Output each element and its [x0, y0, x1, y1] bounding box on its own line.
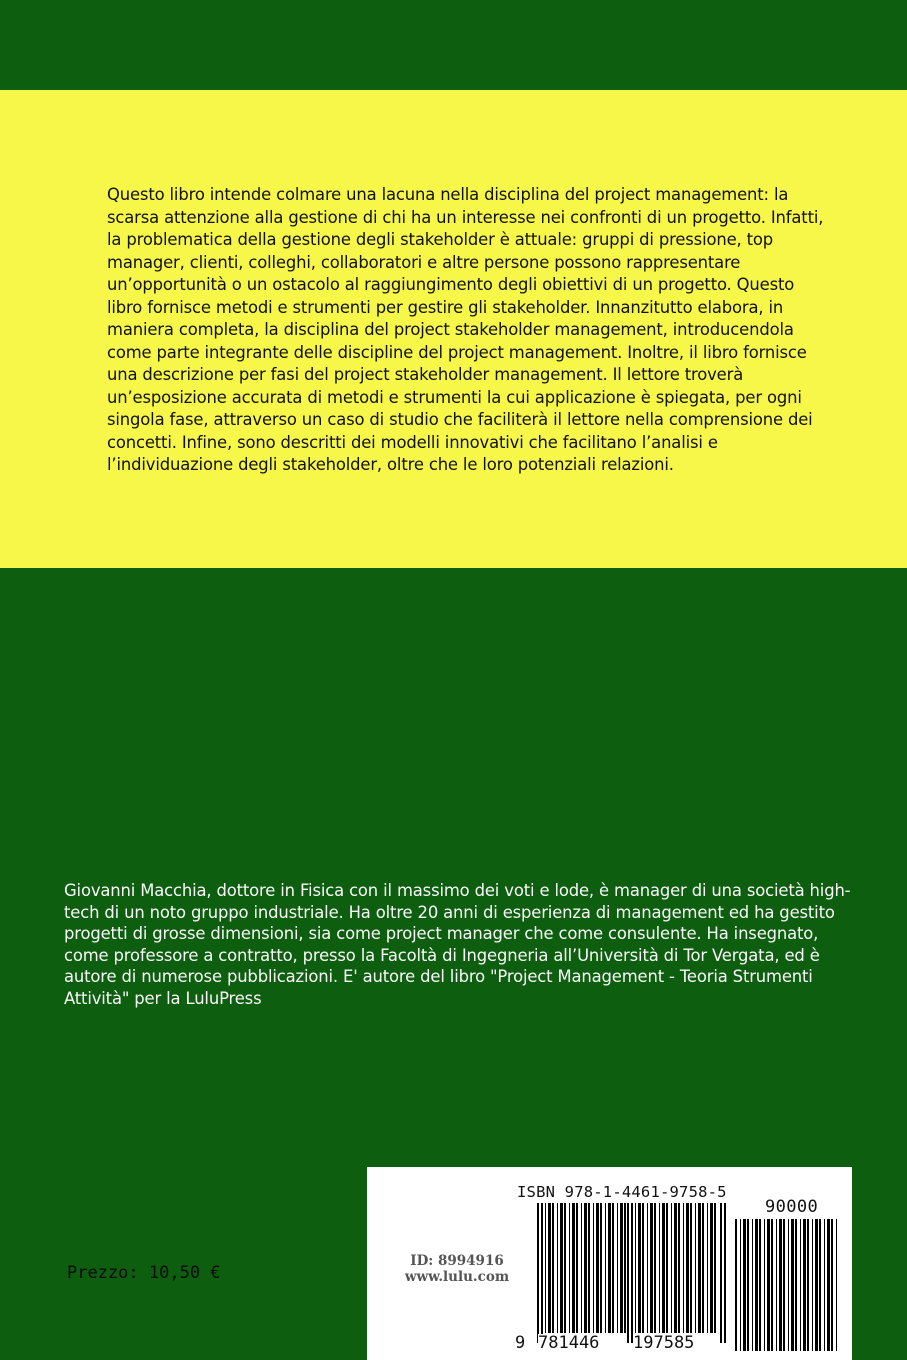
barcode-bar	[608, 1203, 611, 1333]
barcode-bar	[617, 1203, 618, 1333]
barcode-bar	[764, 1219, 765, 1351]
barcode-bar	[767, 1219, 770, 1351]
barcode-guard-bar	[631, 1203, 633, 1343]
barcode-bar	[740, 1219, 741, 1351]
barcode-bar	[800, 1219, 801, 1351]
barcode-bar	[695, 1203, 696, 1333]
barcode-bar	[795, 1219, 797, 1351]
barcode-guard-bar	[537, 1203, 539, 1343]
barcode-bar	[624, 1203, 626, 1333]
barcode-bar	[714, 1203, 716, 1333]
barcode-bar	[674, 1203, 677, 1333]
ean-right-digits: 197585	[633, 1333, 695, 1353]
barcode-bar	[824, 1219, 825, 1351]
barcode-bar	[545, 1203, 546, 1333]
barcode-bar	[650, 1203, 653, 1333]
barcode-bar	[743, 1219, 746, 1351]
ean-first-digit: 9	[515, 1333, 526, 1353]
barcode-bar	[755, 1219, 758, 1351]
barcode-bar	[581, 1203, 582, 1333]
ean-left-digits: 781446	[538, 1333, 600, 1353]
barcode-bar	[776, 1219, 777, 1351]
barcode-bar	[560, 1203, 563, 1333]
barcode-guard-bar	[724, 1203, 726, 1343]
barcode-bar	[671, 1203, 672, 1333]
barcode-bar	[666, 1203, 668, 1333]
barcode-bar	[698, 1203, 701, 1333]
barcode-bar	[815, 1219, 818, 1351]
barcode-bar	[759, 1219, 761, 1351]
barcode-bar	[735, 1219, 737, 1351]
barcode-bar	[612, 1203, 614, 1333]
author-biography: Giovanni Macchia, dottore in Fisica con il massimo dei voti e lode, è manager di una società high-tech di un noto gruppo industriale. Ha oltre 20 anni di esperienza di management ed ha gestito progetti di grosse dimensioni, sia come project manager che come consulente. Ha insegnato, come professore a contratto, presso la Facoltà di Ingegneria all’Università di Tor Vergata, ed è autore di numerose pubblicazioni. E' autore del libro "Project Management - Teoria Strumenti Attività" per la LuluPress	[64, 881, 851, 1008]
barcode-bar	[819, 1219, 821, 1351]
barcode-bar	[803, 1219, 806, 1351]
barcode-bar	[791, 1219, 794, 1351]
barcode-bar	[779, 1219, 782, 1351]
barcode-bar	[747, 1219, 749, 1351]
barcode-bar	[807, 1219, 809, 1351]
barcode-bar	[683, 1203, 684, 1333]
barcode-bar	[659, 1203, 660, 1333]
barcode-guard-bar	[627, 1203, 629, 1343]
barcode-bar	[678, 1203, 680, 1333]
price-label: Prezzo: 10,50 €	[67, 1263, 221, 1283]
lulu-url: www.lulu.com	[404, 1269, 510, 1285]
barcode-bar	[836, 1219, 837, 1351]
barcode-bar	[588, 1203, 590, 1333]
barcode-guard-bar	[720, 1203, 722, 1343]
barcode-bar	[638, 1203, 641, 1333]
barcode-bar	[596, 1203, 599, 1333]
barcode-bar	[647, 1203, 648, 1333]
barcode-bar	[548, 1203, 551, 1333]
price-addon-code: 90000	[765, 1197, 819, 1217]
book-synopsis: Questo libro intende colmare una lacuna nella disciplina del project management: la scarsa attenzione alla gestione di chi ha un interesse nei confronti di un progetto. Infatti, la problematica della gestione degli stakeholder è attuale: gruppi di pressione, top manager, clienti, colleghi, collaboratori e altre persone possono rappresentare un’opportunità o un ostacolo al raggiungimento degli obiettivi di un progetto. Questo libro fornisce metodi e strumenti per gestire gli stakeholder. Innanzitutto elabora, in maniera completa, la disciplina del project stakeholder management, introducendola come parte integrante delle discipline del project management. Inoltre, il libro fornisce una descrizione per fasi del project stakeholder management. Il lettore troverà un’esposizione accurata di metodi e strumenti la cui applicazione è spiegata, per ogni singola fase, attraverso un caso di studio che faciliterà il lettore nella comprensione dei concetti. Infine, sono descritti dei modelli innovativi che facilitano l’analisi e l’individuazione degli stakeholder, oltre che le loro potenziali relazioni.	[107, 185, 824, 474]
barcode-bar	[710, 1203, 713, 1333]
barcode-bar	[690, 1203, 692, 1333]
barcode-bar	[707, 1203, 708, 1333]
barcode-bar	[552, 1203, 554, 1333]
barcode-bar	[576, 1203, 578, 1333]
barcode-bar	[812, 1219, 813, 1351]
barcode-bar	[564, 1203, 566, 1333]
barcode-bar	[557, 1203, 558, 1333]
barcode-bar	[600, 1203, 602, 1333]
barcode-bar	[783, 1219, 785, 1351]
barcode-bar	[620, 1203, 623, 1333]
barcode-bar	[827, 1219, 830, 1351]
barcode-bar	[605, 1203, 606, 1333]
barcode-bar	[635, 1203, 636, 1333]
barcode-bar	[771, 1219, 773, 1351]
barcode-area	[367, 1167, 852, 1360]
barcode-bar	[662, 1203, 665, 1333]
barcode-bar	[642, 1203, 644, 1333]
barcode-bar	[788, 1219, 789, 1351]
barcode-bar	[569, 1203, 570, 1333]
lulu-id: ID: 8994916	[410, 1253, 504, 1269]
barcode-bar	[593, 1203, 594, 1333]
barcode-bar	[702, 1203, 704, 1333]
barcode-bar	[584, 1203, 587, 1333]
barcode-bar	[752, 1219, 753, 1351]
isbn-label: ISBN 978-1-4461-9758-5	[517, 1183, 727, 1201]
barcode-bar	[654, 1203, 656, 1333]
barcode-bar	[831, 1219, 833, 1351]
barcode-bar	[572, 1203, 575, 1333]
barcode-guard-bar	[541, 1203, 543, 1343]
barcode-bar	[686, 1203, 689, 1333]
